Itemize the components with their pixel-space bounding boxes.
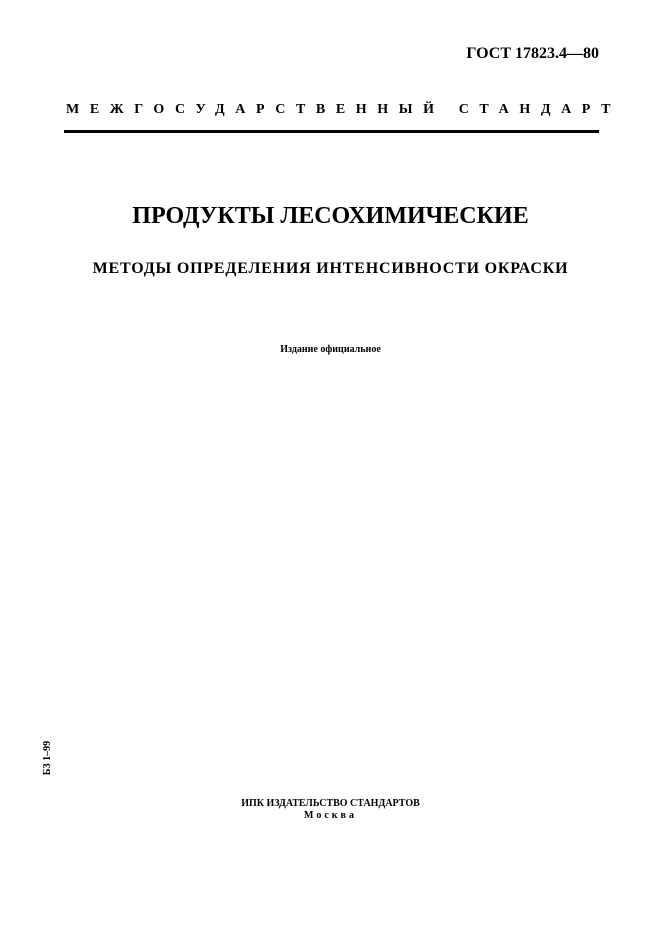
document-code: ГОСТ 17823.4—80 xyxy=(466,45,599,62)
document-subtitle: МЕТОДЫ ОПРЕДЕЛЕНИЯ ИНТЕНСИВНОСТИ ОКРАСКИ xyxy=(92,260,569,277)
standard-type-heading: МЕЖГОСУДАРСТВЕННЫЙ СТАНДАРТ xyxy=(66,102,622,117)
publisher-city: Москва xyxy=(304,810,357,821)
side-publication-code: БЗ 1–99 xyxy=(42,740,53,776)
horizontal-rule xyxy=(64,130,599,133)
edition-note: Издание официальное xyxy=(280,344,381,355)
document-title: ПРОДУКТЫ ЛЕСОХИМИЧЕСКИЕ xyxy=(132,203,529,229)
publisher-name: ИПК ИЗДАТЕЛЬСТВО СТАНДАРТОВ xyxy=(241,798,420,809)
